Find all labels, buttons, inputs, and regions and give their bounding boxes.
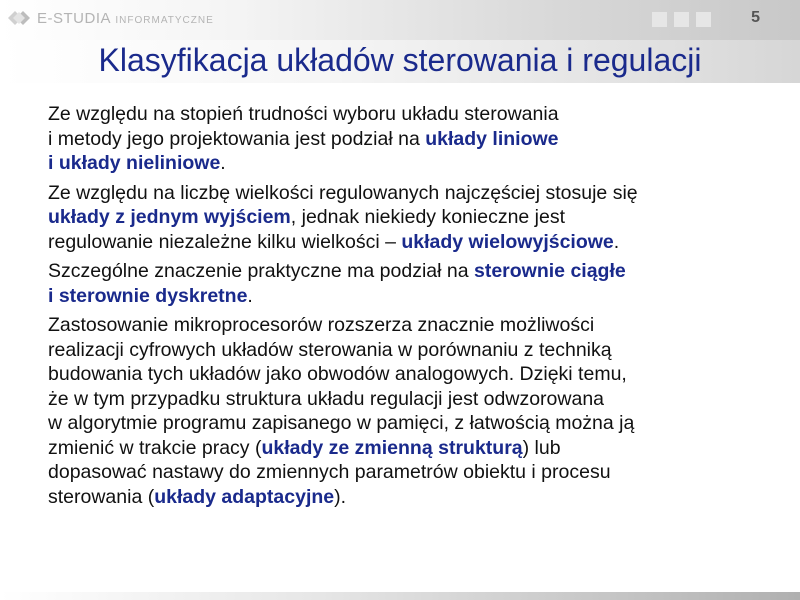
decor-square bbox=[652, 12, 667, 27]
decor-square bbox=[696, 12, 711, 27]
logo-text: E-STUDIA INFORMATYCZNE bbox=[37, 9, 214, 27]
paragraph-linear: Ze względu na stopień trudności wyboru układu sterowania i metody jego projektowania jest podział na układy liniowe i układy nieliniowe. bbox=[48, 103, 559, 174]
paragraph-outputs: Ze względu na liczbę wielkości regulowanych najczęściej stosuje się układy z jednym wyjściem, jednak niekiedy konieczne jest regulowanie niezależne kilku wielkości – układy wielowyjściowe. bbox=[48, 181, 638, 253]
slide-content bbox=[48, 102, 768, 514]
header-squares bbox=[652, 12, 711, 27]
decor-square bbox=[674, 12, 689, 27]
logo bbox=[6, 7, 214, 29]
logo-icon bbox=[6, 7, 32, 29]
paragraph-microprocessors: Zastosowanie mikroprocesorów rozszerza znacznie możliwości realizacji cyfrowych układów sterowania w porównaniu z techniką budowania tych układów jako obwodów analogowych. Dzięki temu, że w tym przypadku struktura układu regulacji jest odwzorowana w algorytmie programu zapisanego w pamięci, z łatwością można ją zmienić w trakcie pracy (układy ze zmienną strukturą) lub dopasować nastawy do zmiennych parametrów obiektu i procesu sterowania (układy adaptacyjne). bbox=[48, 314, 635, 508]
slide-header bbox=[0, 0, 800, 40]
paragraph-continuous: Szczególne znaczenie praktyczne ma podział na sterownie ciągłe i sterownie dyskretne. bbox=[48, 260, 626, 307]
footer-bar bbox=[0, 592, 800, 600]
page-number: 5 bbox=[751, 9, 760, 26]
slide-title: Klasyfikacja układów sterowania i regulacji bbox=[98, 42, 702, 78]
